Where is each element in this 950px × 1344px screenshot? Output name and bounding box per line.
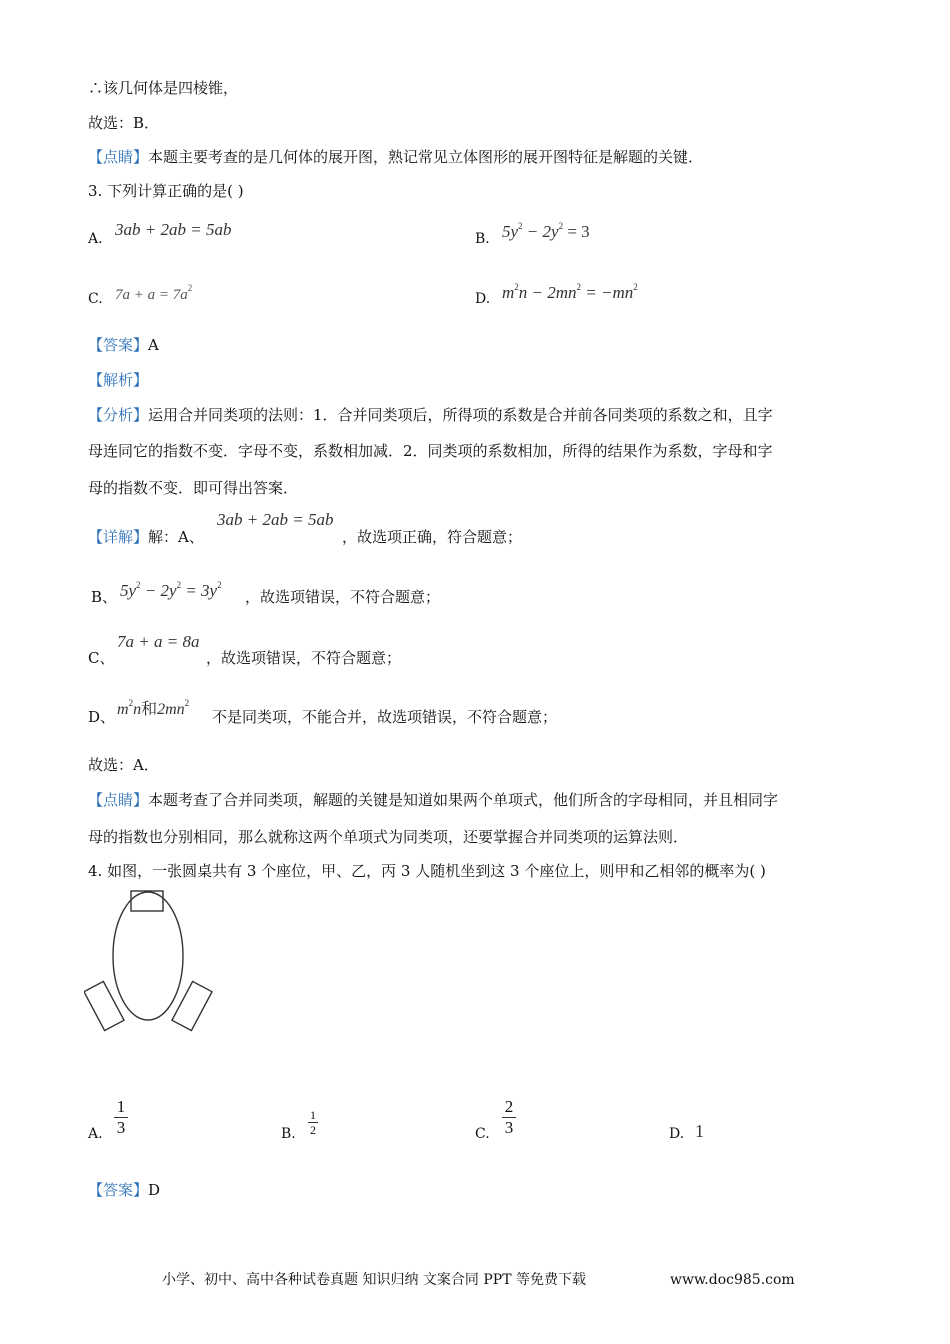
q3-option-c (88, 288, 103, 309)
answer-tag: 【答案】 (88, 336, 149, 354)
q4-option-b: B. (281, 1126, 296, 1142)
comment-text: 本题主要考查的是几何体的展开图，熟记常见立体图形的展开图特征是解题的关键． (148, 148, 704, 166)
analysis-tag: 【解析】 (88, 371, 149, 389)
choice-line: 故选：B． (88, 114, 160, 132)
q3-comment-2: 母的指数也分别相同，那么就称这两个单项式为同类项，还要掌握合并同类项的运算法则． (88, 828, 689, 846)
xiangjie-c-expr: 7a + a = 8a (117, 632, 200, 651)
q3-option-b-expr: $5y^2 - 2y^2 = 3$ (502, 221, 590, 241)
q4-option-c: C. (475, 1126, 490, 1142)
q4-stem: 4. 如图，一张圆桌共有 3 个座位，甲、乙，丙 3 人随机坐到这 3 个座位上，则甲和乙相邻的概率为( ) (88, 862, 766, 880)
q3-option-c-expr: $7a + a = 7a^2$ (115, 283, 193, 303)
q4-option-a-fraction: 1 3 (114, 1098, 128, 1137)
xiangjie-b-expr: $5y^2 - 2y^2 = 3y^2$ (120, 580, 222, 600)
q3-option-d-expr: $m^2n - 2mn^2 = -mn^2$ (502, 282, 638, 302)
option-label: A. (88, 231, 103, 247)
q3-answer (88, 335, 159, 355)
fenxi-line-3: 母的指数不变．即可得出答案． (88, 479, 299, 497)
xiangjie-b-label: B、 (91, 588, 118, 606)
footer-text: 小学、初中、高中各种试卷真题 知识归纳 文案合同 PPT 等免费下载 (162, 1272, 586, 1288)
q4-option-d-value: 1 (695, 1121, 704, 1141)
xiangjie-a-expr: 3ab + 2ab = 5ab (217, 510, 334, 529)
xiangjie-d-expr: $m^2n$和$2mn^2$ (117, 698, 190, 718)
q4-option-c-fraction: 2 3 (502, 1098, 516, 1137)
answer-tag: 【答案】 (88, 1181, 149, 1199)
xiangjie-d-label: D、 (88, 708, 116, 726)
option-label: D. (475, 291, 491, 307)
comment-tag: 【点睛】 (88, 148, 149, 166)
comment-line (88, 147, 703, 167)
answer-value: D (148, 1181, 161, 1199)
q3-option-b (475, 228, 490, 249)
fenxi-tag: 【分析】 (88, 406, 149, 424)
option-label: C. (88, 291, 103, 307)
q4-answer (88, 1180, 160, 1200)
q3-option-a-expr: 3ab + 2ab = 5ab (115, 220, 232, 239)
comment-tag: 【点睛】 (88, 791, 149, 809)
q4-option-b-fraction: 1 2 (310, 1108, 316, 1137)
footer-link[interactable]: www.doc985.com (670, 1272, 795, 1288)
xiangjie-d-comment: 不是同类项，不能合并，故选项错误，不符合题意； (212, 708, 558, 726)
fenxi-line-2: 母连同它的指数不变．字母不变，系数相加减．2．同类项的系数相加，所得的结果作为系数，字母和字 (88, 442, 773, 460)
q3-option-d (475, 288, 490, 309)
xiangjie-a-comment: ，故选项正确，符合题意； (342, 528, 523, 546)
xiangjie-b-comment: ，故选项错误，不符合题意； (245, 588, 441, 606)
round-table-figure (84, 888, 218, 1034)
option-label: B. (475, 231, 490, 247)
q3-comment-1: 【点睛】本题考查了合并同类项，解题的关键是知道如果两个单项式，他们所含的字母相同，并且相同字 (88, 791, 779, 809)
xiangjie-a: 【详解】解：A、 (88, 528, 204, 546)
xiangjie-tag: 【详解】 (88, 528, 149, 546)
fenxi-line-1: 【分析】运用合并同类项的法则：1．合并同类项后，所得项的系数是合并前各同类项的系数之和，且字 (88, 406, 773, 424)
xiangjie-c-comment: ，故选项错误，不符合题意； (206, 649, 402, 667)
q4-option-a: A. (88, 1126, 103, 1142)
q3-option-a (88, 228, 103, 249)
answer-value: A (148, 336, 159, 354)
conclusion-line: ∴该几何体是四棱锥， (88, 79, 239, 97)
xiangjie-c-label: C、 (88, 649, 115, 667)
q4-option-d: D. (669, 1126, 685, 1142)
q3-stem: 3. 下列计算正确的是( ) (88, 182, 244, 200)
q3-choice: 故选：A． (88, 756, 159, 774)
